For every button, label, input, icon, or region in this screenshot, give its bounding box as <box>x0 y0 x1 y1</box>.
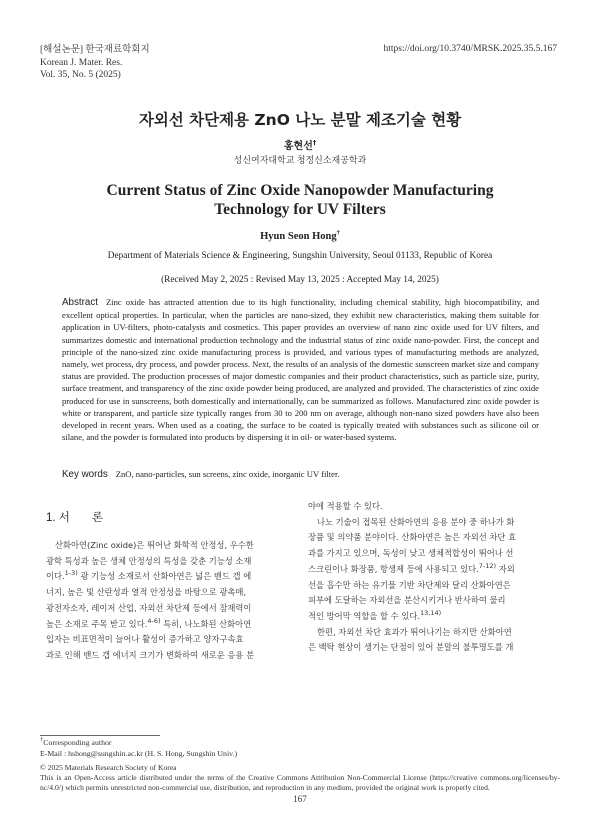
copyright-notice <box>40 763 560 794</box>
journal-abbrev: Korean J. Mater. Res. <box>40 57 123 68</box>
author-english <box>0 231 600 242</box>
body-line: 산화아연(Zinc oxide)은 뛰어난 화학적 안정성, 우수한 <box>55 540 254 550</box>
body-line: 야에 적용할 수 있다. <box>308 501 383 511</box>
body-text: 광 기능성 소재로서 산화아연은 넓은 밴드 갭 에 <box>80 571 252 582</box>
citation: 4-6) <box>147 616 161 625</box>
title-korean: 자외선 차단제용 ZnO 나노 분말 제조기술 현황 <box>138 111 462 129</box>
author-korean-name: 홍현선 <box>283 141 313 152</box>
author-korean <box>0 137 600 152</box>
body-line: 입자는 비표면적이 늘어나 활성이 증가하고 양자구속효 <box>46 634 244 645</box>
section-title: 론 <box>91 512 104 524</box>
footnote-divider <box>40 735 160 736</box>
copyright-line: © 2025 Materials Research Society of Korea <box>40 763 177 772</box>
affiliation-english: Department of Materials Science & Engineering, Sungshin University, Seoul 01133, Republic of Korea <box>107 251 493 261</box>
keywords <box>62 469 539 480</box>
affiliation-korean: 성신여자대학교 청정신소재공학과 <box>233 155 367 165</box>
body-text: 자외 <box>498 563 515 574</box>
body-text: 스크린이나 화장품, 항생제 등에 사용되고 있다. <box>308 563 479 574</box>
abstract-text: Zinc oxide has attracted attention due to its high functionality, including chemical stability, high biocompatibility, and excellent optical properties. In particular, when the particles are nano-sized, they exhibit new characteristics, making them suitable for application in UV-filters, photo-catalysts and cosmetics. This paper provides an overview of nano zinc oxide used for UV filters, and summarizes domestic and international production technology and the industrial status of zinc oxide nano-powder. First, the concept and principle of the nano-sized zinc oxide manufacturing process is provided, and various types of manufacturing methods are analyzed, namely, wet process, dry process, and powder process. Next, the results of an analysis of the domestic sunscreen market size and company status are provided. The production processes of major domestic companies and their product characteristics, such as particle size, purity, surface treatment, and transparency of the zinc oxide powder being produced, are analyzed and provided. The characteristics of zinc oxide produced for use in sunscreens, both domestically and internationally, can be summarized as follows. Manufactured zinc oxide powder is white or transparent, and particle size typically ranges from 30 to 200 nm on average, although non-nano sized powders have also been developed in recent years. When used as a coating, the surface to be coated is typically treated with substances such as silicone oil or silane, and the powder is formulated into products by dispersing it in oil- or water-based systems. <box>62 297 539 443</box>
citation: 1-3) <box>64 569 78 578</box>
body-line: 광학 특성과 높은 생체 안정성의 특성을 갖춘 기능성 소재 <box>46 555 252 566</box>
section-number: 1. 서 <box>46 512 70 524</box>
journal-volume: Vol. 35, No. 5 (2025) <box>40 70 121 80</box>
footnote-label: Corresponding author <box>43 738 112 747</box>
author-english-name: Hyun Seon Hong <box>260 231 337 242</box>
author-email[interactable]: E-Mail : hshong@sungshin.ac.kr (H. S. Hong, Sungshin Univ.) <box>40 748 238 758</box>
citation: 13,14) <box>420 609 442 618</box>
page-number: 167 <box>293 794 307 804</box>
journal-header <box>40 44 150 82</box>
title-english: Current Status of Zinc Oxide Nanopowder Manufacturing Technology for UV Filters <box>106 182 494 218</box>
footnote <box>40 738 237 759</box>
section-heading <box>46 509 103 525</box>
corresponding-author-note <box>40 738 237 749</box>
keywords-text: ZnO, nano-particles, sun screens, zinc oxide, inorganic UV filter. <box>115 469 340 479</box>
body-text: 적인 방어막 역할을 할 수 있다. <box>308 610 421 621</box>
body-line <box>308 562 558 578</box>
body-line: 과를 가지고 있으며, 독성이 낮고 생체적합성이 뛰어나 선 <box>308 548 514 559</box>
citation: 7-12) <box>478 562 497 571</box>
license-text: This is an Open-Access article distributed under the terms of the Creative Commons Attribution Non-Commercial License (https://creative commons.org/licenses/by-nc/4.0/) which permits unrestricted non-commercial use, distribution, and reproduction in any medium, provided the original work is properly cited. <box>40 773 560 793</box>
keywords-label: Key words <box>62 469 108 480</box>
received-dates: (Received May 2, 2025 : Revised May 13, 2025 : Accepted May 14, 2025) <box>161 275 439 285</box>
body-column-left <box>46 538 296 664</box>
corresponding-mark-en: † <box>336 229 340 237</box>
doi-link[interactable]: https://doi.org/10.3740/MRSK.2025.35.5.167 <box>383 44 557 54</box>
body-line: 너지, 높은 빛 산란성과 열적 안정성을 바탕으로 광촉매, <box>46 587 247 598</box>
body-line: 선을 흡수만 하는 유기물 기반 차단제와 달리 산화아연은 <box>308 579 511 590</box>
abstract <box>62 296 539 443</box>
body-line: 광전자소자, 레이저 산업, 자외선 차단제 등에서 잠재력이 <box>46 602 252 613</box>
body-column-right <box>308 499 558 656</box>
body-line: 과로 인해 밴드 갭 에너지 크기가 변화하여 새로운 응용 분 <box>46 649 255 660</box>
body-text: 높은 소재로 주목 받고 있다. <box>46 618 148 629</box>
footnote-mark: † <box>40 736 44 744</box>
body-text: 특히, 나노화된 산화아연 <box>163 618 252 629</box>
abstract-label: Abstract <box>62 297 98 308</box>
body-line <box>308 609 558 625</box>
body-text: 이다. <box>46 571 65 582</box>
body-line <box>46 617 296 633</box>
body-line: 한편, 자외선 차단 효과가 뛰어나기는 하지만 산화아연 <box>317 626 512 637</box>
body-line: 은 백탁 현상이 생기는 단점이 있어 분말의 불투명도를 개 <box>308 642 514 653</box>
body-line <box>46 569 296 585</box>
body-line: 나노 기술이 접목된 산화아연의 응용 분야 중 하나가 화 <box>317 516 515 527</box>
corresponding-mark: † <box>312 138 317 147</box>
body-line: 피부에 도달하는 자외선을 분산시키거나 반사하여 물리 <box>308 595 506 606</box>
body-line: 장품 및 의약품 분야이다. 산화아연은 높은 자외선 차단 효 <box>308 532 517 543</box>
journal-name-ko: [해설논문] 한국재료학회지 <box>40 45 150 55</box>
